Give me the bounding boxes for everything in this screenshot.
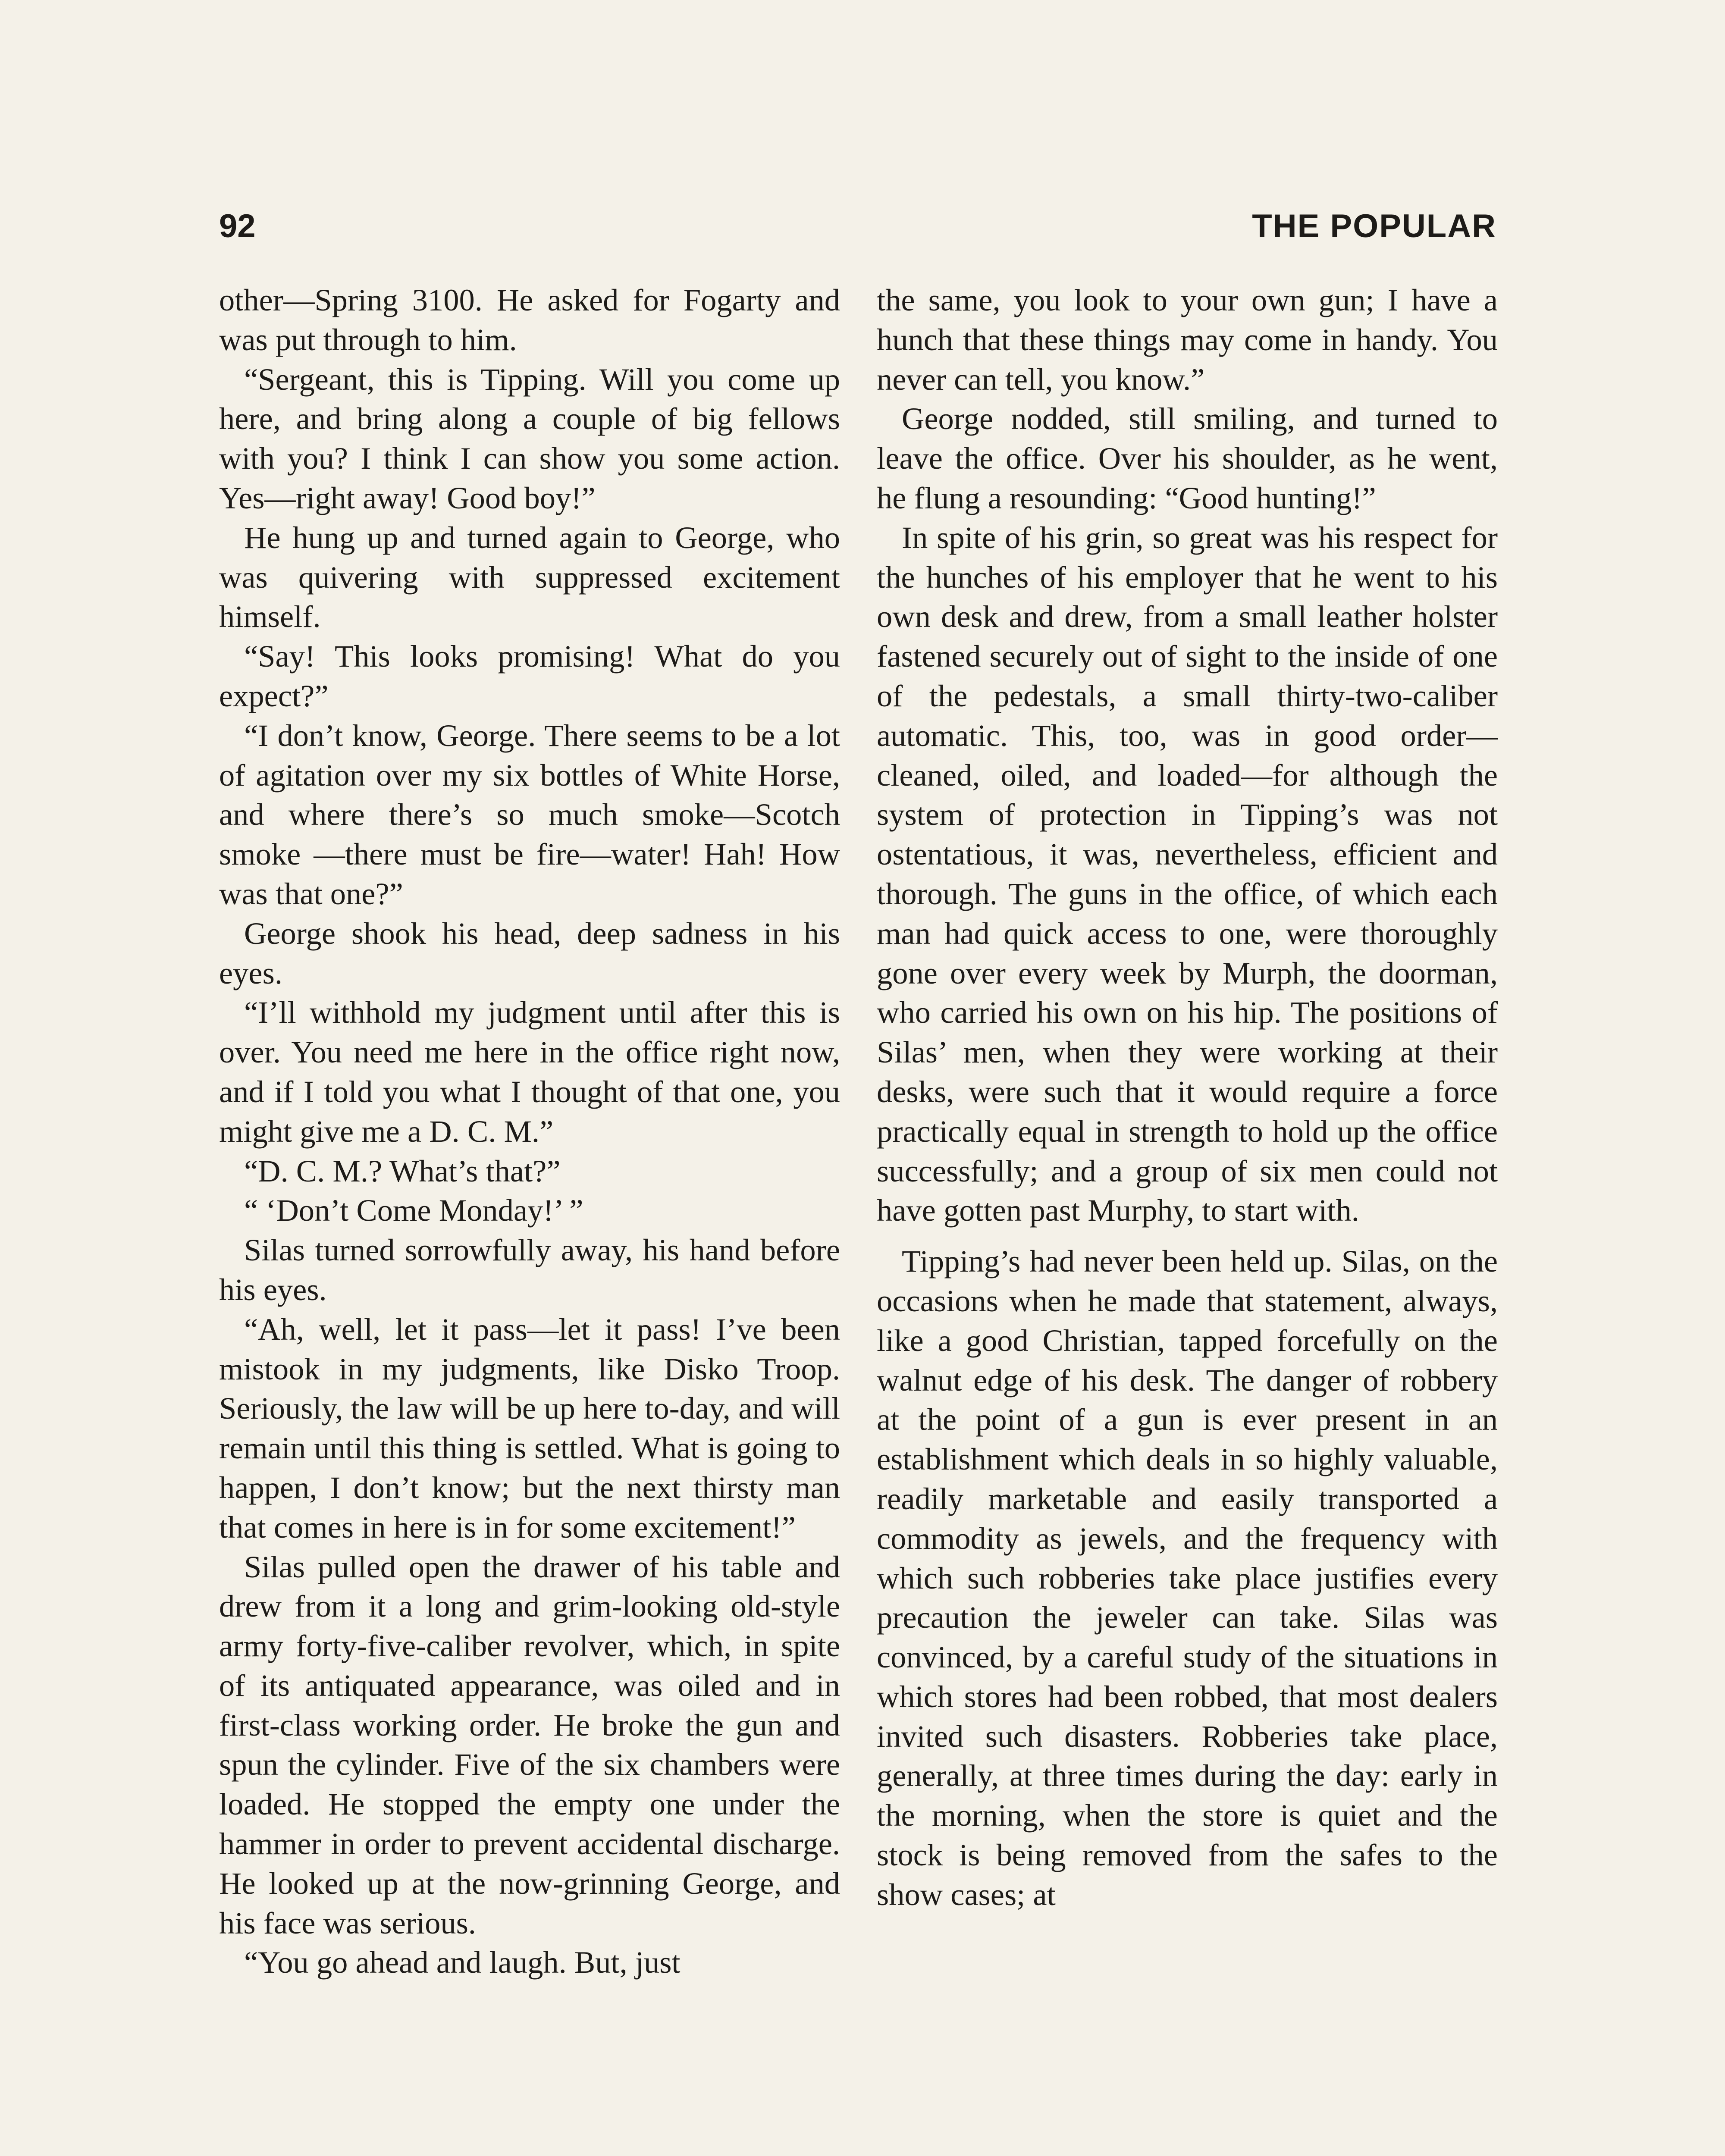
paragraph: “I don’t know, George. There seems to be a lot of agitation over my six bottles of White Horse, and where there’s so much smoke—Scotch smoke —there must be fire—water! Hah! How was that one?” xyxy=(219,718,840,911)
paragraph: other—Spring 3100. He asked for Fogarty and was put through to him. xyxy=(219,282,840,357)
paragraph: “You go ahead and laugh. But, just xyxy=(244,1945,681,1980)
text-column-right xyxy=(877,280,1498,1915)
paragraph: “I’ll withhold my judgment until after this is over. You need me here in the office right now, and if I told you what I thought of that one, you might give me a D. C. M.” xyxy=(219,995,840,1149)
paragraph: George shook his head, deep sadness in his eyes. xyxy=(219,915,840,990)
paragraph: “D. C. M.? What’s that?” xyxy=(244,1153,561,1188)
text-column-left xyxy=(219,280,840,1982)
paragraph: Silas turned sorrowfully away, his hand before his eyes. xyxy=(219,1232,840,1307)
paragraph: the same, you look to your own gun; I have a hunch that these things may come in handy. You never can tell, you know.” xyxy=(877,282,1498,397)
paragraph: “Sergeant, this is Tipping. Will you come up here, and bring along a couple of big fellows with you? I think I can show you some action. Yes—right away! Good boy!” xyxy=(219,361,840,515)
paragraph: In spite of his grin, so great was his respect for the hunches of his employer that he went to his own desk and drew, from a small leather holster fastened securely out of sight to the inside of one of the pedestals, a small thirty-two-caliber automatic. This, too, was in good order—cleaned, oiled, and loaded—for although the system of protection in Tipping’s was not ostentatious, it was, nevertheless, efficient and thorough. The guns in the office, of which each man had quick access to one, were thoroughly gone over every week by Murph, the doorman, who carried his own on his hip. The positions of Silas’ men, when they were working at their desks, were such that it would require a force practically equal in strength to hold up the office successfully; and a group of six men could not have gotten past Murphy, to start with. xyxy=(877,520,1498,1228)
paragraph: Tipping’s had never been held up. Silas, on the occasions when he made that statement, always, like a good Christian, tapped forcefully on the walnut edge of his desk. The danger of robbery at the point of a gun is ever present in an establishment which deals in so highly valuable, readily marketable and easily transported a commodity as jewels, and the frequency with which such robberies take place justifies every precaution the jeweler can take. Silas was convinced, by a careful study of the situations in which stores had been robbed, that most dealers invited such disasters. Robberies take place, generally, at three times during the day: early in the morning, when the store is quiet and the stock is being removed from the safes to the show cases; at xyxy=(877,1244,1498,1912)
magazine-title: THE POPULAR xyxy=(1252,208,1496,244)
paragraph: George nodded, still smiling, and turned to leave the office. Over his shoulder, as he went, he flung a resounding: “Good hunting!” xyxy=(877,401,1498,515)
paragraph: Silas pulled open the drawer of his table and drew from it a long and grim-looking old-style army forty-five-caliber revolver, which, in spite of its antiquated appearance, was oiled and in first-class working order. He broke the gun and spun the cylinder. Five of the six chambers were loaded. He stopped the empty one under the hammer in order to prevent accidental discharge. He looked up at the now-grinning George, and his face was serious. xyxy=(219,1549,840,1940)
paragraph: “ ‘Don’t Come Monday!’ ” xyxy=(244,1193,583,1228)
paragraph: “Say! This looks promising! What do you expect?” xyxy=(219,639,840,713)
paragraph: He hung up and turned again to George, who was quivering with suppressed excitement himself. xyxy=(219,520,840,634)
page-number: 92 xyxy=(219,208,256,244)
paragraph: “Ah, well, let it pass—let it pass! I’ve been mistook in my judgments, like Disko Troop. Seriously, the law will be up here to-day, and will remain until this thing is settled. What is going to happen, I don’t know; but the next thirsty man that comes in here is in for some excitement!” xyxy=(219,1311,840,1545)
page-header xyxy=(219,203,1496,250)
